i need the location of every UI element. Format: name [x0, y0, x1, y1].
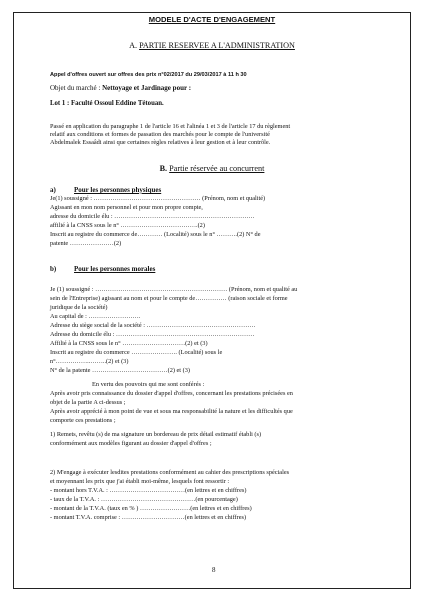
part-a-letter: A. — [129, 41, 138, 50]
b-line: Adresse du siège social de la société : ……………………………………………. — [50, 322, 256, 329]
part-b-title: Partie réservée au concurrent — [169, 164, 265, 173]
b-line: Après avoir pris connaissance du dossier d'appel d'offres, concernant les prestations précisées en — [50, 390, 293, 397]
b-line: 1) Remets, revêtu (s) de ma signature un bordereau de prix détail estimatif établi (s) — [50, 431, 262, 438]
passe-line-1: Passé en application du paragraphe 1 de l'article 16 et l'alinéa 1 et 3 de l'article 17 du règlement — [50, 123, 291, 130]
part-a-heading — [0, 42, 424, 50]
objet-value: Nettoyage et Jardinage — [102, 84, 171, 92]
b-line: Je (1) soussigné : ……………………………………………………… (Prénom, nom et qualité au — [50, 286, 298, 293]
c-line: - montant hors T.V.A. : ………………………………(en lettres et en chiffres) — [50, 487, 247, 494]
section-a-heading: Pour les personnes physiques — [74, 186, 162, 194]
b-line: comporte ces prestations ; — [50, 417, 116, 424]
section-b-label: b) — [50, 265, 57, 273]
a-line: patente …………………(2) — [50, 240, 122, 247]
b-line: Affilié à la CNSS sous le n° …………………………(2) et (3) — [50, 340, 208, 347]
passe-line-2: relatif aux conditions et formes de passation des marchés pour le compte de l'université — [50, 131, 270, 138]
section-a-label: a) — [50, 186, 56, 194]
a-line: Je(1) soussigné : …………………………………………… (Prénom, nom et qualité) — [50, 195, 266, 202]
a-line: Agissant en mon nom personnel et pour mon propre compte, — [50, 204, 203, 211]
objet-suffix: pour : — [170, 84, 192, 92]
section-b-heading: Pour les personnes morales — [74, 265, 156, 273]
b-line: Inscrit au registre du commerce …………………. (Localité) sous le — [50, 349, 223, 356]
b-line: En vertu des pouvoirs qui me sont conférés : — [92, 381, 205, 388]
part-b-heading — [0, 165, 424, 173]
a-line: affilié à la CNSS sous le n° ……………………………….(2) — [50, 222, 205, 229]
lot-line: Lot 1 : Faculté Ossoul Eddine Tétouan. — [50, 100, 164, 107]
objet-label: Objet du marché : — [50, 84, 103, 92]
part-b-letter: B. — [159, 164, 168, 173]
a-line: Inscrit au registre du commerce de………… (Localité) sous le n° ……….(2) N° de — [50, 231, 261, 238]
c-line: - taux de la T.V.A. : ………………………………………(en pourcentage) — [50, 496, 238, 503]
c-line: et moyennant les prix que j'ai établi moi-même, lesquels font ressortir : — [50, 478, 230, 485]
b-line: N° de la patente ………………………………(2) et (3) — [50, 367, 190, 374]
b-line: n°……………..……..(2) et (3) — [50, 358, 129, 365]
c-line: 2) M'engage à exécuter lesdites prestations conformément au cahier des prescriptions spéciales — [50, 469, 290, 476]
b-line: juridique de la société) — [50, 304, 108, 311]
passe-line-3: Abdelmalek Essaâdi ainsi que certaines règles relatives à leur gestion et à leur contrôle. — [50, 139, 271, 146]
b-line: Au capital de : ……………………. — [50, 313, 141, 320]
b-line: Après avoir apprécié à mon point de vue et sous ma responsabilité la nature et les difficultés que — [50, 408, 293, 415]
document-title: MODELE D'ACTE D'ENGAGEMENT — [148, 15, 276, 24]
page-number: 8 — [212, 566, 216, 574]
a-line: adresse du domicile élu : …………………………………………………………. — [50, 213, 255, 220]
c-line: - montant de la T.V.A. (taux en % ) ……………………(en lettres et en chiffres) — [50, 505, 252, 512]
b-line: Adresse du domicile élu : ………………………………………………………… — [50, 331, 255, 338]
part-a-title: PARTIE RESERVEE A L'ADMINISTRATION — [139, 41, 295, 50]
objet-marche — [50, 84, 191, 92]
b-line: objet de la partie A ci-dessus ; — [50, 399, 126, 406]
b-line: conformément aux modèles figurant au dossier d'appel d'offres ; — [50, 440, 212, 447]
c-line: - montant T.V.A. comprise : …………………………(en lettres et en chiffres) — [50, 514, 247, 521]
b-line: sein de l'Entreprise) agissant au nom et pour le compte de…………… (raison sociale et forme — [50, 295, 288, 302]
appel-offres: Appel d'offres ouvert sur offres des prix n°02/2017 du 29/03/2017 à 11 h 30 — [50, 72, 247, 78]
